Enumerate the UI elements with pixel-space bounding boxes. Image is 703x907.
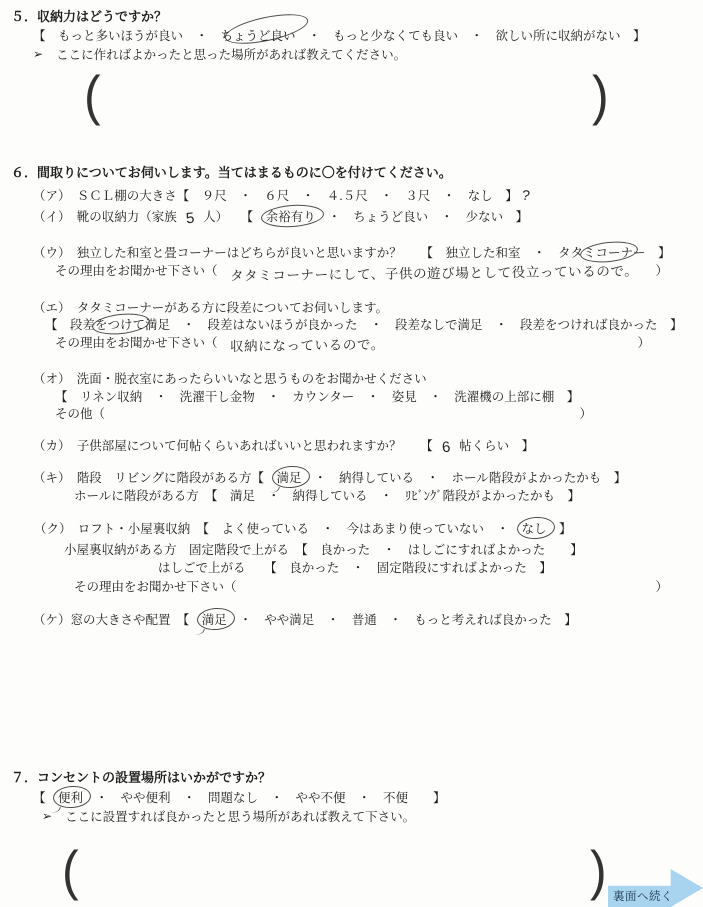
continue-to-back-arrow	[608, 869, 703, 907]
q7-post: ・ やや便利 ・ 問題なし ・ やや不便 ・ 不便 】	[83, 791, 446, 805]
q6h-reason-label: その理由をお聞かせ下さい（	[74, 580, 237, 594]
q6g-selected-option: 満足	[276, 471, 302, 485]
q6g-row	[33, 470, 626, 486]
q7-prompt-text: ここに設置すれば良かったと思う場所があれば教えて下さい。	[65, 810, 416, 824]
q5-options	[33, 28, 646, 44]
q6d-selected-option: をつけて	[95, 318, 146, 332]
q6b-mid: 人） 【	[203, 210, 266, 224]
q6f-post: 帖くらい 】	[459, 439, 535, 453]
q6e-line1: （オ） 洗面・脱衣室にあったらいいなと思うものをお聞かせください	[33, 372, 427, 386]
q6d-reason-label: その理由をお聞かせ下さい（	[55, 336, 218, 350]
q7-options	[33, 790, 446, 806]
q6e-options: 【 リネン収納 ・ 洗濯干し金物 ・ カウンター ・ 姿見 ・ 洗濯機の上部に棚 】	[55, 390, 580, 404]
q7-answer-paren-open: (	[62, 839, 79, 902]
q6a-handwritten-mark: ?	[520, 186, 531, 204]
q6i-selected-option: 満足	[201, 613, 227, 627]
q6f-row	[33, 438, 535, 457]
q6a-row	[33, 187, 530, 204]
q6c-reason-label: その理由をお聞かせ下さい（	[55, 264, 218, 278]
q5-options-post: ・ もっと少なくても良い ・ 欲しい所に収納がない 】	[295, 29, 646, 43]
q6b-row	[33, 209, 529, 228]
q6b-post: ・ ちょうど良い ・ 少ない 】	[315, 210, 529, 224]
q6h-row	[34, 521, 572, 537]
q6c-reason-row	[55, 263, 668, 284]
q6d-options	[45, 317, 683, 333]
q6c-handwritten-reason: タタミコーナーにして、子供の遊び場として役立っているので。	[229, 263, 638, 284]
q6b-selected-option: 余裕有り	[265, 210, 316, 224]
q6c-row	[33, 245, 671, 261]
q5-prompt-text: ここに作ればよかったと思った場所があれば教えてください。	[56, 48, 407, 62]
q6i-row	[33, 612, 577, 628]
q6f-pre: （カ） 子供部屋について何帖くらいあればいいと思われますか？ 【	[33, 439, 433, 453]
q5-options-pre: 【 もっと多いほうが良い ・	[33, 29, 221, 43]
arrow-bullet-icon: ➢	[42, 809, 53, 823]
q6c-reason-close-paren: ）	[655, 264, 668, 278]
q6h-line2: 小屋裏収納がある方 固定階段で上がる 【 良かった ・ はしごにすればよかった 】	[64, 543, 583, 557]
q6h-post: 】	[546, 522, 572, 536]
q6d-line1: （エ） タタミコーナーがある方に段差についてお伺いします。	[33, 301, 389, 315]
q6h-pre: （ク） ロフト・小屋裏収納 【 よく使っている ・ 今はあまり使っていない ・	[34, 522, 522, 536]
q6e-other-row	[55, 406, 592, 422]
q6b-pre: （イ） 靴の収納力（家族	[33, 210, 177, 224]
q6i-pre: （ケ）窓の大きさや配置 【	[33, 613, 202, 627]
q6g-post: ・ 納得している ・ ホール階段がよかったかも 】	[301, 471, 627, 485]
q6d-handwritten-reason: 収納になっているので。	[229, 337, 385, 354]
q6h-line3: はしごで上がる 【 良かった ・ 固定階段にすればよかった 】	[158, 561, 552, 575]
q6h-selected-option: なし	[521, 522, 547, 536]
q6g-line2: ホールに階段がある方 【 満足 ・ 納得している ・ ﾘﾋﾞﾝｸﾞ階段がよかったかも 】	[74, 489, 581, 503]
q6c-selected-option: ミコーナ	[583, 246, 634, 260]
q5-answer-paren-open: (	[84, 64, 101, 127]
q6c-pre: （ウ） 独立した和室と畳コーナーはどちらが良いと思いますか？ 【 独立した和室 ・ タタ	[33, 246, 584, 260]
q6d-post: 満足 ・ 段差はないほうが良かった ・ 段差なしで満足 ・ 段差をつければ良かった 】	[145, 318, 683, 332]
q6e-other-label: その他（	[55, 407, 106, 421]
q5-selected-option: ちょうど良い	[220, 29, 296, 43]
q6h-reason-row	[74, 579, 668, 595]
q6h-reason-close-paren: ）	[655, 580, 668, 594]
q6d-reason-row	[55, 335, 650, 354]
q5-answer-paren-close: )	[592, 64, 609, 127]
q6g-pre: （キ） 階段 リビングに階段がある方【	[33, 471, 277, 485]
q6f-handwritten-size: 6	[440, 438, 451, 457]
q6d-reason-close-paren: ）	[637, 336, 650, 350]
q6b-handwritten-family-count: 5	[184, 209, 195, 228]
q7-selected-option: 便利	[58, 791, 84, 805]
q6a-text: （ア） ＳＣＬ棚の大きさ【 ９尺 ・ ６尺 ・ ４.５尺 ・ ３尺 ・ なし 】	[33, 189, 518, 203]
q5-title: ５．収納力はどうですか？	[11, 9, 168, 24]
q7-pre: 【	[33, 791, 59, 805]
arrow-bullet-icon: ➢	[33, 47, 44, 61]
q6-title: ６．間取りについてお伺いします。当てはまるものに〇を付けてください。	[11, 165, 452, 180]
q6c-post: ー 】	[633, 246, 671, 260]
q6i-post: ・ やや満足 ・ 普通 ・ もっと考えれば良かった 】	[226, 613, 577, 627]
q7-title: ７．コンセントの設置場所はいかがですか？	[11, 770, 272, 785]
q7-answer-paren-close: )	[590, 839, 607, 902]
q6e-other-close-paren: ）	[579, 407, 592, 421]
q5-prompt	[33, 47, 406, 63]
continue-label: 裏面へ続く	[613, 891, 673, 903]
q6d-pre: 【 段差	[45, 318, 96, 332]
q7-prompt	[42, 809, 415, 825]
